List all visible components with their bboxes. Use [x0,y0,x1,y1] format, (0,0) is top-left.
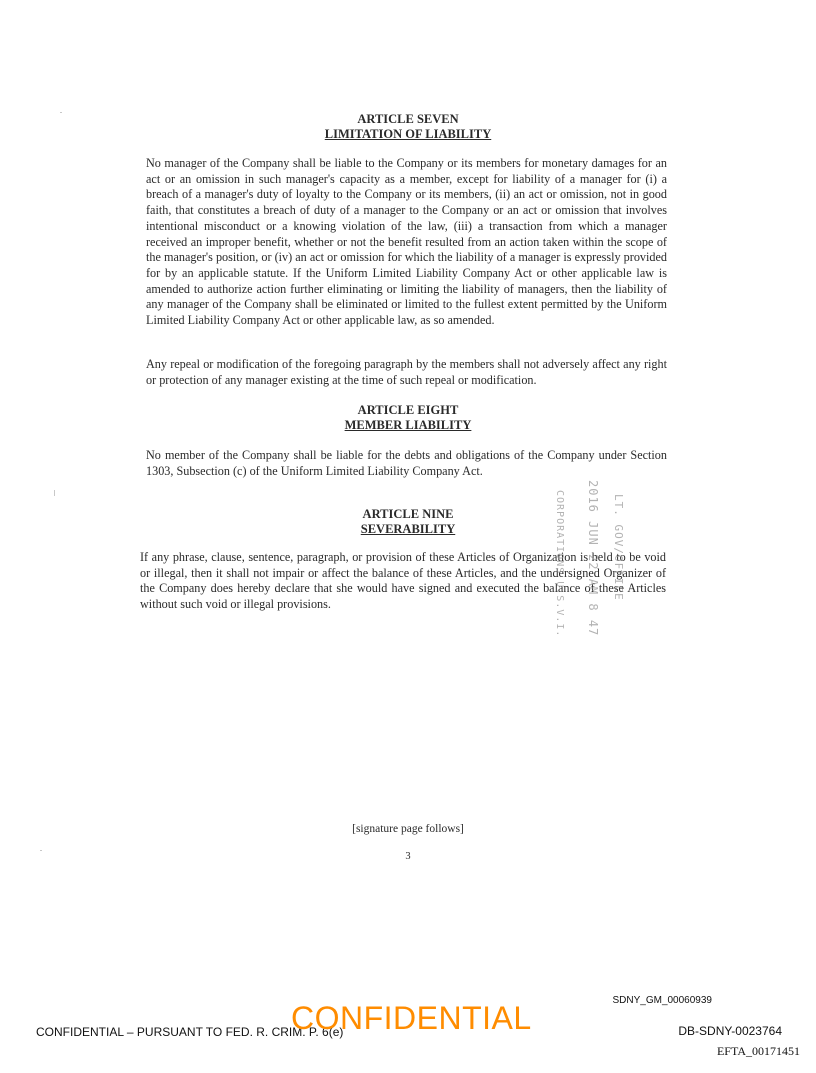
filing-stamp-division: CORPORATIONS U.S.V.I. [554,490,565,638]
article-eight-title: ARTICLE EIGHT [357,403,459,417]
article-eight-paragraph-1: No member of the Company shall be liable for the debts and obligations of the Company under Section 1303, Subsection (c) of the Uniform Limited Liability Company Act. [146,448,667,478]
article-nine-paragraph-1: If any phrase, clause, sentence, paragraph, or provision of these Articles of Organization is held to be void or illegal, then it shall not impair or affect the balance of these Articles, and the undersigned Organizer of the Company does hereby declare that she would have signed and executed the balance of these Articles without such void or illegal provisions. [140,550,666,612]
article-eight-subtitle: MEMBER LIABILITY [344,418,472,432]
article-seven-paragraph-2: Any repeal or modification of the foregoing paragraph by the members shall not adversely affect any right or protection of any manager existing at the time of such repeal or modification. [146,357,667,387]
confidential-notice: CONFIDENTIAL – PURSUANT TO FED. R. CRIM. P. 6(e) [36,1025,344,1039]
article-seven-paragraph-1: No manager of the Company shall be liable to the Company or its members for monetary damages for an act or an omission in such manager's capacity as a member, except for liability of a manager for (i) a breach of a manager's duty of loyalty to the Company or its members, (ii) an act or omission, not in good faith, that constitutes a breach of duty of a manager to the Company or an act or omission that involves intentional misconduct or a knowing violation of the law, (iii) a transaction from which a manager received an improper benefit, whether or not the benefit resulted from an action taken within the scope of the manager's position, or (iv) an act or omission for which the liability of a manager is expressly provided for by an applicable statute. If the Uniform Limited Liability Company Act or other applicable law is amended to authorize action further eliminating or limiting the liability of managers, then the liability of any manager of the Company shall be eliminated or limited to the fullest extent permitted by the Uniform Limited Liability Company Act or other applicable law, as so amended. [146,156,667,328]
page-number: 3 [405,851,411,862]
db-number: DB-SDNY-0023764 [678,1024,782,1038]
efta-number: EFTA_00171451 [716,1044,800,1058]
scan-speck [54,490,55,496]
filing-stamp-date: 2016 JUN 22 AM 8 47 [586,480,600,637]
article-seven-heading [0,112,816,142]
filing-stamp-office: LT. GOV/OFFICE [612,494,625,601]
bates-number: SDNY_GM_00060939 [612,995,712,1006]
filing-stamp [548,480,638,638]
article-seven-title: ARTICLE SEVEN [357,112,459,126]
article-eight-heading [0,403,816,433]
article-seven-subtitle: LIMITATION OF LIABILITY [324,127,492,141]
signature-page-note: [signature page follows] [352,823,464,835]
article-nine-subtitle: SEVERABILITY [360,522,456,536]
confidential-stamp: CONFIDENTIAL [291,1000,532,1036]
article-nine-heading [0,507,816,537]
article-nine-title: ARTICLE NINE [362,507,454,521]
